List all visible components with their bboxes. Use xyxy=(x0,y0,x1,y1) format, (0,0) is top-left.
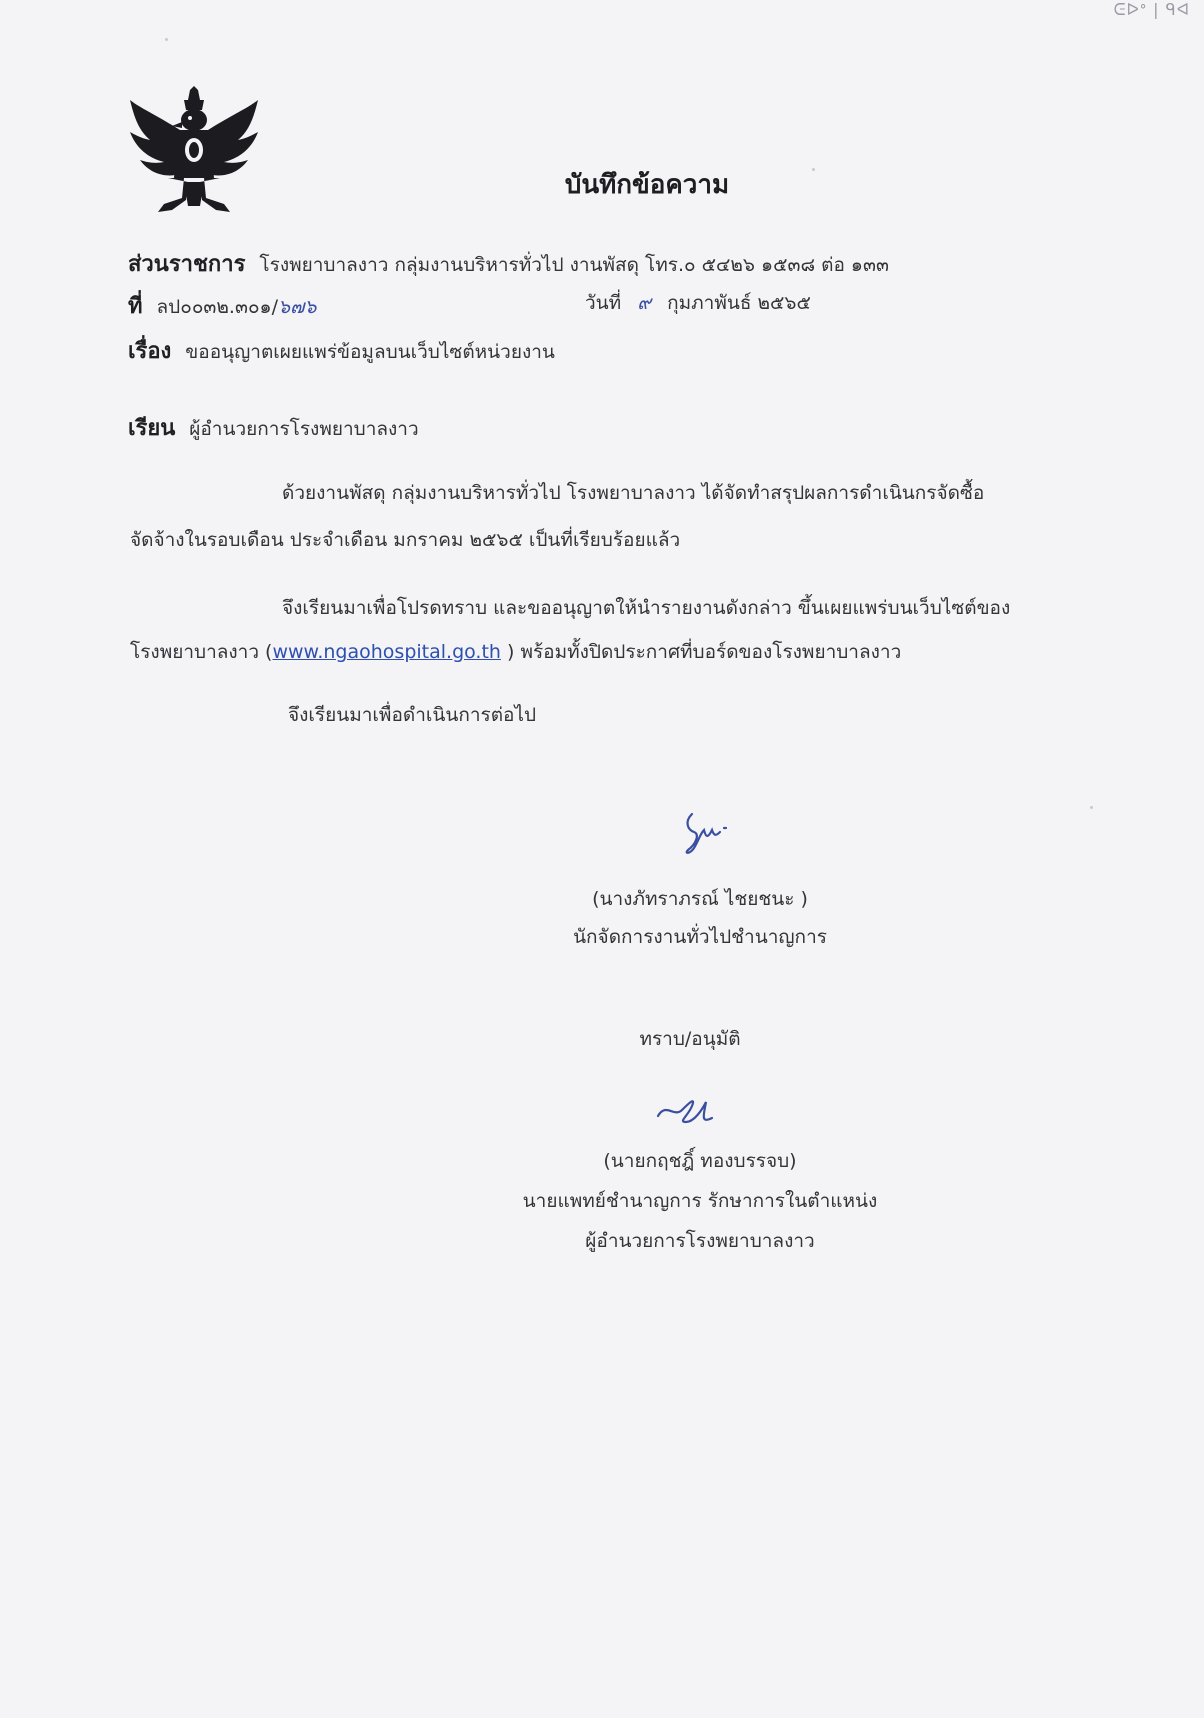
paragraph-1-line-2: จัดจ้างในรอบเดือน ประจำเดือน มกราคม ๒๕๖๕ เป็นที่เรียบร้อยแล้ว xyxy=(130,529,681,551)
hospital-website-link[interactable]: www.ngaohospital.go.th xyxy=(272,641,501,663)
recipient-label: เรียน xyxy=(128,416,176,441)
paragraph-2-line-2: โรงพยาบาลงาว (www.ngaohospital.go.th ) พร้อมทั้งปิดประกาศที่บอร์ดของโรงพยาบาลงาว xyxy=(130,641,902,663)
scan-speck xyxy=(165,38,168,41)
agency-value: โรงพยาบาลงาว กลุ่มงานบริหารทั่วไป งานพัสดุ โทร.๐ ๕๔๒๖ ๑๕๓๘ ต่อ ๑๓๓ xyxy=(259,254,889,276)
recipient-field xyxy=(128,410,419,445)
reference-handwritten-number: ๖๗๖ xyxy=(278,296,317,318)
paragraph-2-suffix: พร้อมทั้งปิดประกาศที่บอร์ดของโรงพยาบาลงาว xyxy=(514,641,902,663)
signer-1-name: (นางภัทราภรณ์ ไชยชนะ ) xyxy=(592,888,808,910)
signer-2-title-line-2: ผู้อำนวยการโรงพยาบาลงาว xyxy=(585,1230,815,1252)
paragraph-2-line-1: จึงเรียนมาเพื่อโปรดทราบ และขออนุญาตให้นำรายงานดังกล่าว ขึ้นเผยแพร่บนเว็บไซต์ของ xyxy=(282,597,1011,619)
date-field xyxy=(585,288,811,318)
corner-handwritten-note: ᕮᐅᐤ | ᑫᐊ xyxy=(1113,0,1190,19)
reference-field xyxy=(128,288,316,323)
signature-1-icon xyxy=(674,808,740,858)
approval-text: ทราบ/อนุมัติ xyxy=(639,1028,741,1050)
subject-label: เรื่อง xyxy=(128,339,172,364)
agency-label: ส่วนราชการ xyxy=(128,252,246,277)
signer-2-name: (นายกฤชฎิ์ ทองบรรจบ) xyxy=(603,1150,797,1172)
scan-speck xyxy=(812,168,815,171)
agency-field xyxy=(128,246,889,281)
reference-label: ที่ xyxy=(128,294,143,319)
paragraph-1-line-1: ด้วยงานพัสดุ กลุ่มงานบริหารทั่วไป โรงพยาบาลงาว ได้จัดทำสรุปผลการดำเนินกรจัดซื้อ xyxy=(282,482,985,504)
recipient-value: ผู้อำนวยการโรงพยาบาลงาว xyxy=(189,418,419,440)
paragraph-2-prefix: โรงพยาบาลงาว xyxy=(130,641,266,663)
subject-value: ขออนุญาตเผยแพร่ข้อมูลบนเว็บไซต์หน่วยงาน xyxy=(185,341,555,363)
scan-speck xyxy=(1090,806,1093,809)
document-title: บันทึกข้อความ xyxy=(564,170,730,200)
signer-1-title: นักจัดการงานทั่วไปชำนาญการ xyxy=(573,926,827,948)
reference-value: ลป๐๐๓๒.๓๐๑/ xyxy=(156,296,279,318)
date-day-handwritten: ๙ xyxy=(637,292,652,314)
subject-field xyxy=(128,333,555,368)
date-month-year: กุมภาพันธ์ ๒๕๖๕ xyxy=(667,292,811,314)
paragraph-3: จึงเรียนมาเพื่อดำเนินการต่อไป xyxy=(288,704,537,726)
signature-2-icon xyxy=(652,1092,732,1132)
date-label: วันที่ xyxy=(585,292,622,314)
signer-2-title-line-1: นายแพทย์ชำนาญการ รักษาการในตำแหน่ง xyxy=(522,1190,878,1212)
